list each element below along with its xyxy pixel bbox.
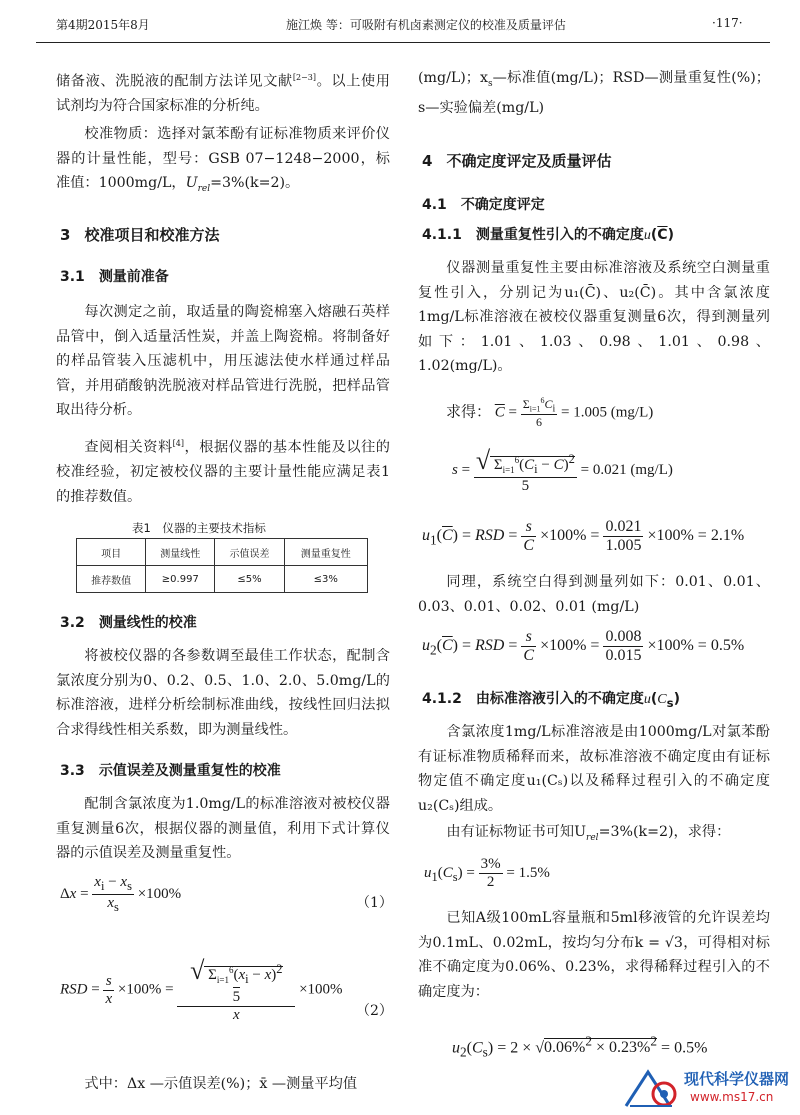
header-rule (36, 42, 770, 43)
paragraph-reagents: 储备液、洗脱液的配制方法详见文献[2−3]。以上使用试剂均为符合国家标准的分析纯。 (56, 73, 390, 115)
watermark-url: www.ms17.cn (690, 1090, 774, 1104)
section-3-heading: 3 校准项目和校准方法 (60, 226, 220, 244)
table-cell: ≤3% (284, 566, 367, 593)
paragraph-dilution: 已知A级100mL容量瓶和5ml移液管的允许误差均为0.1mL、0.02mL，按均匀分布k = √3，可得相对标准不确定度为0.06%、0.23%，求得稀释过程引入的不确定度为： (418, 910, 770, 1000)
paragraph-definitions: (mg/L)；$x_s—$标准值(mg/L)；RSD—测量重复性(%)；s—实验偏差(mg/L) (418, 70, 770, 117)
equation-2: RSD = $\frac{s}{x}$ ×100% = √ $\Sigma_{i=1}^6(x_i - \overline{x})^2$ 5 $\overline{x}$ ×100% (60, 956, 343, 1023)
table-cell: ≥0.997 (146, 566, 215, 593)
equation-2-number: （2） (356, 1003, 393, 1019)
equation-1-number: （1） (356, 895, 393, 911)
watermark-logo-icon (622, 1066, 682, 1112)
table-1 (76, 538, 368, 593)
journal-issue: 第4期2015年8月 (56, 18, 150, 32)
equation-std-dev: s = $\frac{√ \Sigma_{i=1}^6(C_i - \overline{C})^2}{5}$ = 0.021 (mg/L) (452, 446, 673, 494)
table-header-cell: 示值误差 (215, 539, 284, 566)
watermark-name: 现代科学仪器网 (684, 1070, 790, 1088)
paragraph-certificate: 由有证标物证书可知$U_{rel}=3\%(k=2)$，求得： (446, 824, 731, 843)
section-4-1-1-heading: 4.1.1 测量重复性引入的不确定度$u(\overline{C})$ (422, 227, 674, 243)
equation-uc1: $u_1(C_s)$ = $\frac{3\%}{2}$ = 1.5% (424, 856, 550, 890)
section-4-1-2-heading: 4.1.2 由标准溶液引入的不确定度$u(C_s)$ (422, 691, 680, 710)
paragraph-standard-solution: 含氯浓度1mg/L标准溶液是由1000mg/L对氯苯酚有证标准物质稀释而来，故标准溶液不确定度由有证标物定值不确定度u₁(Cₛ)以及稀释过程引入的不确定度u₂(Cₛ)组成。 (418, 724, 770, 814)
equation-u1: $u_1(\overline{C})$ = RSD = $\frac{s}{C}$ ×100% = $\frac{0.021}{1.005}$ ×100% = 2.1% (422, 518, 745, 554)
section-4-1-heading: 4.1 不确定度评定 (422, 197, 545, 213)
equation-u2: $u_2(\overline{C})$ = RSD = $\frac{s}{C}$ ×100% = $\frac{0.008}{0.015}$ ×100% = 0.5% (422, 628, 745, 664)
paragraph-references: 查阅相关资料[4]，根据仪器的基本性能及以往的校准经验，初定被校仪器的主要计量性能应满足表1的推荐数值。 (56, 439, 390, 505)
section-4-heading: 4 不确定度评定及质量评估 (422, 152, 612, 170)
equation-1: Δx = $\frac{x_i - x_s}{x_s}$ ×100% (60, 874, 182, 914)
table-header-cell: 项目 (77, 539, 146, 566)
table-header-cell: 测量重复性 (284, 539, 367, 566)
paragraph-linearity: 将被校仪器的各参数调至最佳工作状态，配制含氯浓度分别为0、0.2、0.5、1.0、2.0、5.0mg/L的标准溶液，进样分析绘制标准曲线，按线性回归法拟合求得线性相关系数，即为测量线性。 (56, 648, 390, 738)
equation-mean: 求得： $\overline{C}$ = $\frac{\Sigma_{i=1}^6C_i}{6}$ = 1.005 (mg/L) (446, 396, 654, 430)
paragraph-calibration-material: 校准物质：选择对氯苯酚有证标准物质来评价仪器的计量性能，型号：GSB 07−1248−2000，标准值：1000mg/L，$U_{rel}=3\%(k=2)$。 (56, 126, 390, 195)
table-header-cell: 测量线性 (146, 539, 215, 566)
section-3-2-heading: 3.2 测量线性的校准 (60, 615, 197, 631)
table-cell: 推荐数值 (77, 566, 146, 593)
section-3-3-heading: 3.3 示值误差及测量重复性的校准 (60, 763, 281, 779)
table-cell: ≤5% (215, 566, 284, 593)
paragraph-indication-error: 配制含氯浓度为1.0mg/L的标准溶液对被校仪器重复测量6次，根据仪器的测量值，利用下式计算仪器的示值误差及测量重复性。 (56, 796, 390, 862)
equation-uc2: $u_2(C_s) = 2 \times √0.06\%^2 \times 0.23\%^2 = 0.5\%$ (452, 1034, 708, 1060)
paragraph-blank: 同理，系统空白得到测量列如下：0.01、0.01、0.03、0.01、0.02、0.01 (mg/L) (418, 574, 770, 615)
table-1-caption: 表1 仪器的主要技术指标 (132, 521, 266, 535)
running-title: 施江焕 等：可吸附有机卤素测定仪的校准及质量评估 (286, 18, 566, 32)
section-3-1-heading: 3.1 测量前准备 (60, 269, 169, 285)
page-number: ·117· (712, 16, 743, 30)
paragraph-preparation: 每次测定之前，取适量的陶瓷棉塞入熔融石英样品管中，倒入适量活性炭，并盖上陶瓷棉。将制备好的样品管装入压滤机中，用压滤法使水样通过样品管，并用硝酸钠洗脱液对样品管进行洗脱，把样品管取出待分析。 (56, 304, 390, 419)
paragraph-repeatability: 仪器测量重复性主要由标准溶液及系统空白测量重复性引入，分别记为u₁(C̄)、u₂(C̄)。其中含氯浓度1mg/L标准溶液在被校仪器重复测量6次，得到测量列如下：1.01、1.03、0.98、1.01、0.98、1.02(mg/L)。 (418, 260, 770, 375)
paragraph-where: 式中：Δx —示值误差(%)；x̄ —测量平均值 (84, 1076, 358, 1092)
table-row (77, 566, 368, 593)
table-header-row (77, 539, 368, 566)
